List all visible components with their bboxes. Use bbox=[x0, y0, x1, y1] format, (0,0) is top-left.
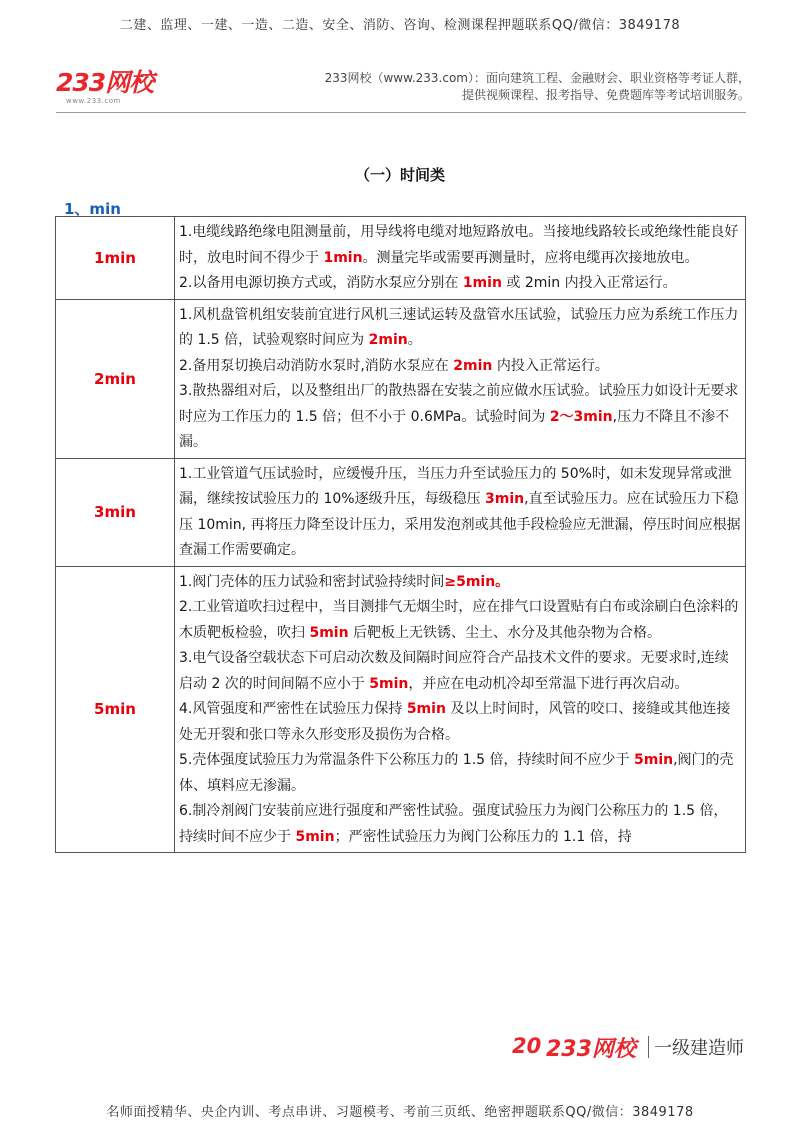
logo-233 bbox=[56, 70, 176, 104]
highlight-duration: 2min bbox=[453, 357, 493, 374]
header-desc-line-2: 提供视频课程、报考指导、免费题库等考试培训服务。 bbox=[461, 88, 750, 102]
time-cell: 2min bbox=[56, 299, 175, 458]
text-segment: 1.工业管道气压试验时，应缓慢升压，当压力升至试验压力的 50%时，如未发现异常或泄漏，继续按试验压力的 10%逐级升压，每级稳压 bbox=[179, 465, 732, 507]
text-segment: 3.电气设备空载状态下可启动次数及间隔时间应符合产品技术文件的要求。无要求时,连续启动 2 次的时间间隔不应小于 bbox=[179, 650, 729, 692]
bottom-banner: 名师面授精华、央企内训、考点串讲、习题模考、考前三页纸、绝密押题联系QQ/微信：3849178 bbox=[106, 1105, 694, 1120]
table-row bbox=[56, 299, 746, 458]
description-paragraph bbox=[179, 462, 741, 564]
text-segment: 6.制冷剂阀门安装前应进行强度和严密性试验。强度试验压力为阀门公称压力的 1.5 倍，持续时间不应少于 bbox=[179, 803, 728, 845]
highlight-duration: 5min bbox=[406, 701, 446, 717]
footer-logo-text: 一级建造师 bbox=[654, 1038, 744, 1059]
footer-logo bbox=[512, 1028, 752, 1062]
description-paragraph bbox=[179, 354, 741, 380]
highlight-duration: 5min bbox=[295, 828, 335, 845]
page-title: （一）时间类 bbox=[354, 166, 445, 184]
text-segment: 5.壳体强度试验压力为常温条件下公称压力的 1.5 倍，持续时间不应少于 bbox=[179, 752, 634, 768]
table-row bbox=[56, 217, 746, 300]
text-segment: 后靶板上无铁锈、尘土、水分及其他杂物为合格。 bbox=[348, 624, 662, 641]
text-segment: 1.风机盘管机组安装前宜进行风机三速试运转及盘管水压试验，试验压力应为系统工作压力的 1.5 倍，试验观察时间应为 bbox=[179, 306, 739, 348]
time-table bbox=[55, 216, 746, 853]
table-row bbox=[56, 566, 746, 853]
description-paragraph bbox=[179, 697, 741, 748]
description-cell bbox=[175, 217, 746, 300]
text-segment: ，并应在电动机冷却至常温下进行再次启动。 bbox=[408, 675, 689, 692]
text-segment: 2.工业管道吹扫过程中，当目测排气无烟尘时，应在排气口设置贴有白布或涂刷白色涂料的木质靶板检验，吹扫 bbox=[179, 599, 739, 641]
section-heading: 1、min bbox=[64, 200, 121, 218]
text-segment: 3.散热器组对后，以及整组出厂的散热器在安装之前应做水压试验。试验压力如设计无要求时应为工作压力的 1.5 倍；但不小于 0.6MPa。试验时间为 bbox=[179, 383, 739, 425]
header-divider bbox=[56, 112, 746, 113]
text-segment: 1.阀门壳体的压力试验和密封试验持续时间 bbox=[179, 573, 445, 590]
description-paragraph bbox=[179, 595, 741, 646]
time-table-body bbox=[56, 217, 746, 853]
logo-sub-text: www.233.com bbox=[66, 97, 121, 105]
highlight-duration: 5min bbox=[369, 675, 409, 692]
time-cell: 3min bbox=[56, 458, 175, 566]
text-segment: 及以上时间时，风管的咬口、接缝或其他连接处无开裂和张口等永久形变形及损伤为合格。 bbox=[179, 701, 731, 743]
highlight-duration: 2～3min bbox=[549, 408, 613, 425]
highlight-duration: 1min bbox=[323, 249, 363, 266]
table-row bbox=[56, 458, 746, 566]
description-cell bbox=[175, 458, 746, 566]
text-segment: ,压力不降且不渗不漏。 bbox=[179, 408, 730, 450]
footer-logo-brand: 233网校 bbox=[546, 1037, 636, 1062]
text-segment: 。测量完毕或需要再测量时，应将电缆再次接地放电。 bbox=[362, 249, 699, 266]
text-segment: 2.以备用电源切换方式或，消防水泵应分别在 bbox=[179, 275, 463, 291]
time-cell: 1min bbox=[56, 217, 175, 300]
text-segment: 内投入正常运行。 bbox=[492, 357, 609, 374]
header-desc-line-1: 233网校（www.233.com）：面向建筑工程、金融财会、职业资格等考证人群， bbox=[324, 71, 750, 85]
text-segment: 或 2min 内投入正常运行。 bbox=[501, 275, 677, 291]
text-segment: 。 bbox=[407, 332, 422, 348]
logo-main-text: 233网校 bbox=[56, 68, 154, 97]
description-paragraph bbox=[179, 570, 741, 596]
footer-logo-divider bbox=[648, 1036, 649, 1058]
top-banner: 二建、监理、一建、一造、二造、安全、消防、咨询、检测课程押题联系QQ/微信：3849178 bbox=[119, 18, 681, 33]
time-cell: 5min bbox=[56, 566, 175, 853]
description-paragraph bbox=[179, 271, 741, 297]
text-segment: ,直至试验压力。应在试验压力下稳压 10min, 再将压力降至设计压力，采用发泡剂或其他手段检验应无泄漏，停压时间应根据查漏工作需要确定。 bbox=[179, 491, 741, 558]
highlight-duration: 5min bbox=[633, 752, 674, 768]
description-paragraph bbox=[179, 303, 741, 354]
highlight-duration: 5min bbox=[309, 624, 349, 641]
text-segment: 2.备用泵切换启动消防水泵时,消防水泵应在 bbox=[179, 357, 454, 374]
highlight-duration: ≥5min。 bbox=[444, 573, 510, 590]
header bbox=[0, 66, 800, 110]
description-paragraph bbox=[179, 646, 741, 697]
footer-logo-20: 20 bbox=[512, 1034, 542, 1058]
text-segment: ；严密性试验压力为阀门公称压力的 1.1 倍，持 bbox=[334, 828, 632, 845]
text-segment: ,阀门的壳体、填料应无渗漏。 bbox=[179, 752, 734, 794]
highlight-duration: 2min bbox=[368, 332, 408, 348]
description-paragraph bbox=[179, 748, 741, 799]
description-cell bbox=[175, 566, 746, 853]
text-segment: 4.风管强度和严密性在试验压力保持 bbox=[179, 701, 407, 717]
highlight-duration: 1min bbox=[462, 275, 502, 291]
text-segment: 1.电缆线路绝缘电阻测量前，用导线将电缆对地短路放电。当接地线路较长或绝缘性能良好时，放电时间不得少于 bbox=[179, 224, 739, 266]
highlight-duration: 3min bbox=[485, 491, 525, 507]
description-cell bbox=[175, 299, 746, 458]
description-paragraph bbox=[179, 220, 741, 271]
header-description bbox=[325, 70, 750, 104]
description-paragraph bbox=[179, 379, 741, 456]
description-paragraph bbox=[179, 799, 741, 850]
